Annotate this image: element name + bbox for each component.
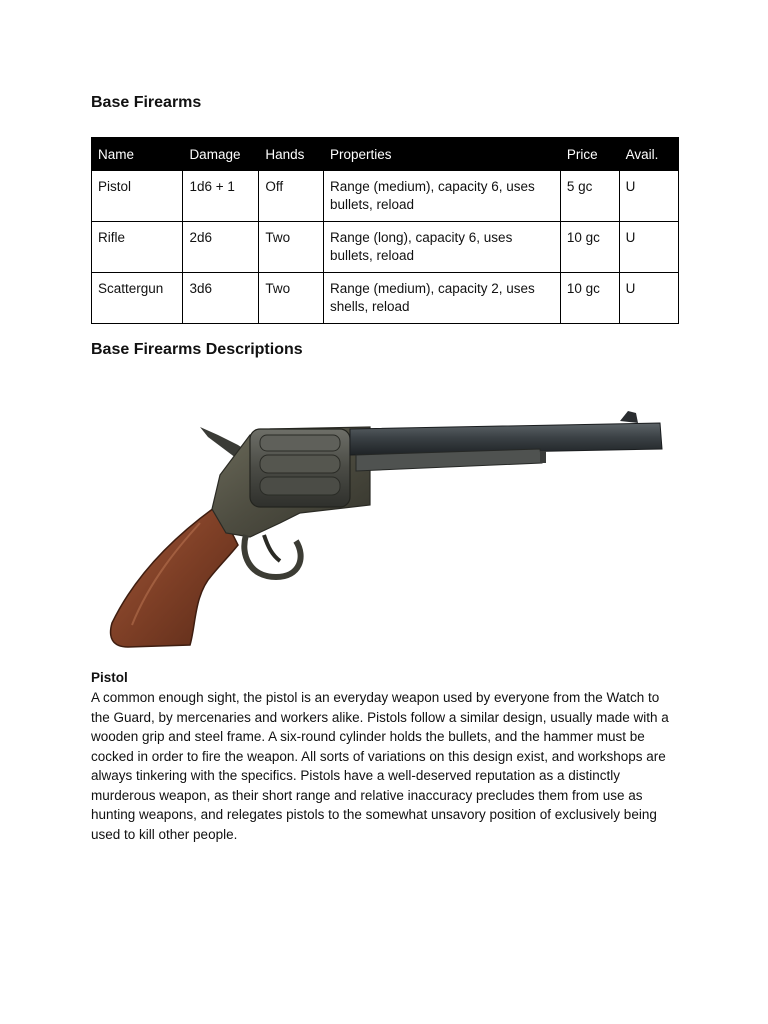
header-name: Name xyxy=(92,138,183,171)
cell-price: 5 gc xyxy=(560,171,619,222)
table-row xyxy=(92,273,679,324)
cell-damage: 1d6 + 1 xyxy=(183,171,259,222)
cell-damage: 2d6 xyxy=(183,222,259,273)
cell-hands: Two xyxy=(259,222,324,273)
pistol-description: A common enough sight, the pistol is an everyday weapon used by everyone from the Watch to the Guard, by mercenaries and workers alike. Pistols follow a similar design, usually made with a wooden grip and steel frame. A six-round cylinder holds the bullets, and the hammer must be cocked in order to fire the weapon. All sorts of variations on this design exist, and workshops are always tinkering with the specifics. Pistols have a well-deserved reputation as a distinctly murderous weapon, as their short range and relative inaccuracy precludes them from use as hunting weapons, and relegates pistols to the somewhat unsavory position of exclusively being used to kill other people. xyxy=(91,690,669,842)
section-heading-base-firearms: Base Firearms xyxy=(91,94,202,111)
cell-availability: U xyxy=(619,171,678,222)
firearms-table xyxy=(91,137,679,324)
table-row xyxy=(92,171,679,222)
cell-name: Pistol xyxy=(92,171,183,222)
header-availability: Avail. xyxy=(619,138,678,171)
cell-name: Scattergun xyxy=(92,273,183,324)
cell-price: 10 gc xyxy=(560,273,619,324)
section-heading-descriptions: Base Firearms Descriptions xyxy=(91,341,303,358)
cell-availability: U xyxy=(619,273,678,324)
cell-damage: 3d6 xyxy=(183,273,259,324)
table-header-row xyxy=(92,138,679,171)
cell-properties: Range (medium), capacity 6, uses bullets, reload xyxy=(323,171,560,222)
header-damage: Damage xyxy=(183,138,259,171)
cell-properties: Range (long), capacity 6, uses bullets, reload xyxy=(323,222,560,273)
revolver-image xyxy=(100,405,670,655)
cell-availability: U xyxy=(619,222,678,273)
cell-properties: Range (medium), capacity 2, uses shells, reload xyxy=(323,273,560,324)
cell-name: Rifle xyxy=(92,222,183,273)
header-properties: Properties xyxy=(323,138,560,171)
cell-hands: Two xyxy=(259,273,324,324)
table-row xyxy=(92,222,679,273)
cell-hands: Off xyxy=(259,171,324,222)
header-price: Price xyxy=(560,138,619,171)
cell-price: 10 gc xyxy=(560,222,619,273)
pistol-heading: Pistol xyxy=(91,670,128,685)
header-hands: Hands xyxy=(259,138,324,171)
